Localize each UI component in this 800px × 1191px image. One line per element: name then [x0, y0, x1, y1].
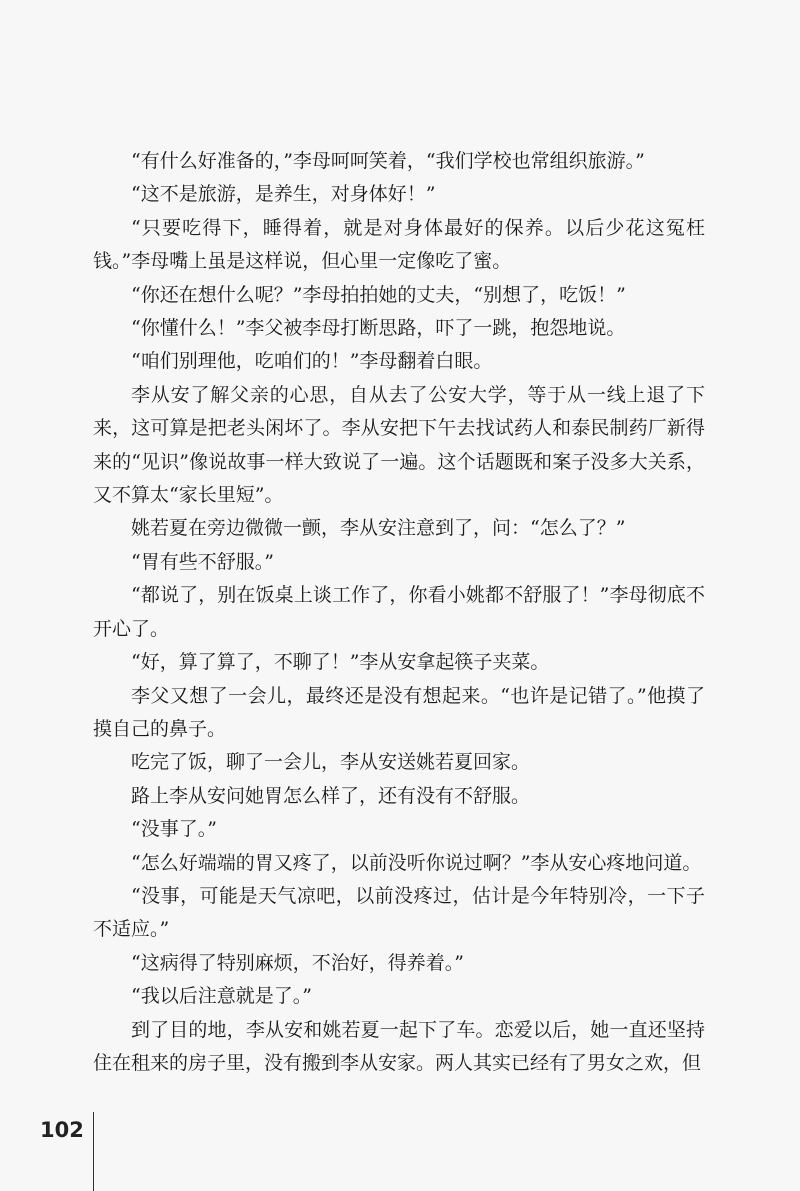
paragraph: 到了目的地，李从安和姚若夏一起下了车。恋爱以后，她一直还坚持住在租来的房子里，没有搬到李从安家。两人其实已经有了男女之欢，但 — [93, 1018, 705, 1074]
paragraph: “你懂什么！”李父被李母打断思路，吓了一跳，抱怨地说。 — [131, 317, 626, 340]
body-text — [93, 145, 705, 1080]
paragraph: “你还在想什么呢？”李母拍拍她的丈夫，“别想了，吃饭！” — [131, 283, 626, 306]
paragraph: “这不是旅游，是养生，对身体好！” — [131, 183, 436, 206]
margin-rule — [93, 1112, 94, 1191]
paragraph: 路上李从安问她胃怎么样了，还有没有不舒服。 — [131, 784, 531, 807]
paragraph: 吃完了饭，聊了一会儿，李从安送姚若夏回家。 — [131, 751, 531, 774]
paragraph: “咱们别理他，吃咱们的！”李母翻着白眼。 — [131, 350, 493, 373]
paragraph: 姚若夏在旁边微微一颤，李从安注意到了，问：“怎么了？” — [131, 517, 626, 540]
paragraph: “胃有些不舒服。” — [131, 550, 274, 573]
paragraph: “好，算了算了，不聊了！”李从安拿起筷子夹菜。 — [131, 651, 550, 674]
paragraph: “这病得了特别麻烦，不治好，得养着。” — [131, 951, 464, 974]
paragraph: 李父又想了一会儿，最终还是没有想起来。“也许是记错了。”他摸了摸自己的鼻子。 — [93, 684, 705, 740]
page-number: 102 — [40, 1118, 84, 1142]
paragraph: “只要吃得下，睡得着，就是对身体最好的保养。以后少花这冤枉钱。”李母嘴上虽是这样说，但心里一定像吃了蜜。 — [93, 216, 705, 273]
paragraph: “没事了。” — [131, 818, 217, 841]
paragraph: “怎么好端端的胃又疼了，以前没听你说过啊？”李从安心疼地问道。 — [131, 851, 702, 874]
paragraph: “有什么好准备的，”李母呵呵笑着，“我们学校也常组织旅游。” — [131, 150, 645, 172]
paragraph: 李从安了解父亲的心思，自从去了公安大学，等于从一线上退了下来，这可算是把老头闲坏了。李从安把下午去找试药人和泰民制药厂新得来的“见识”像说故事一样大致说了一遍。这个话题既和案子没多大关系，又不算太“家长里短”。 — [93, 383, 705, 507]
paragraph: “我以后注意就是了。” — [131, 985, 312, 1008]
paragraph: “没事，可能是天气凉吧，以前没疼过，估计是今年特别冷，一下子不适应。” — [93, 884, 705, 941]
paragraph: “都说了，别在饭桌上谈工作了，你看小姚都不舒服了！”李母彻底不开心了。 — [93, 584, 705, 640]
